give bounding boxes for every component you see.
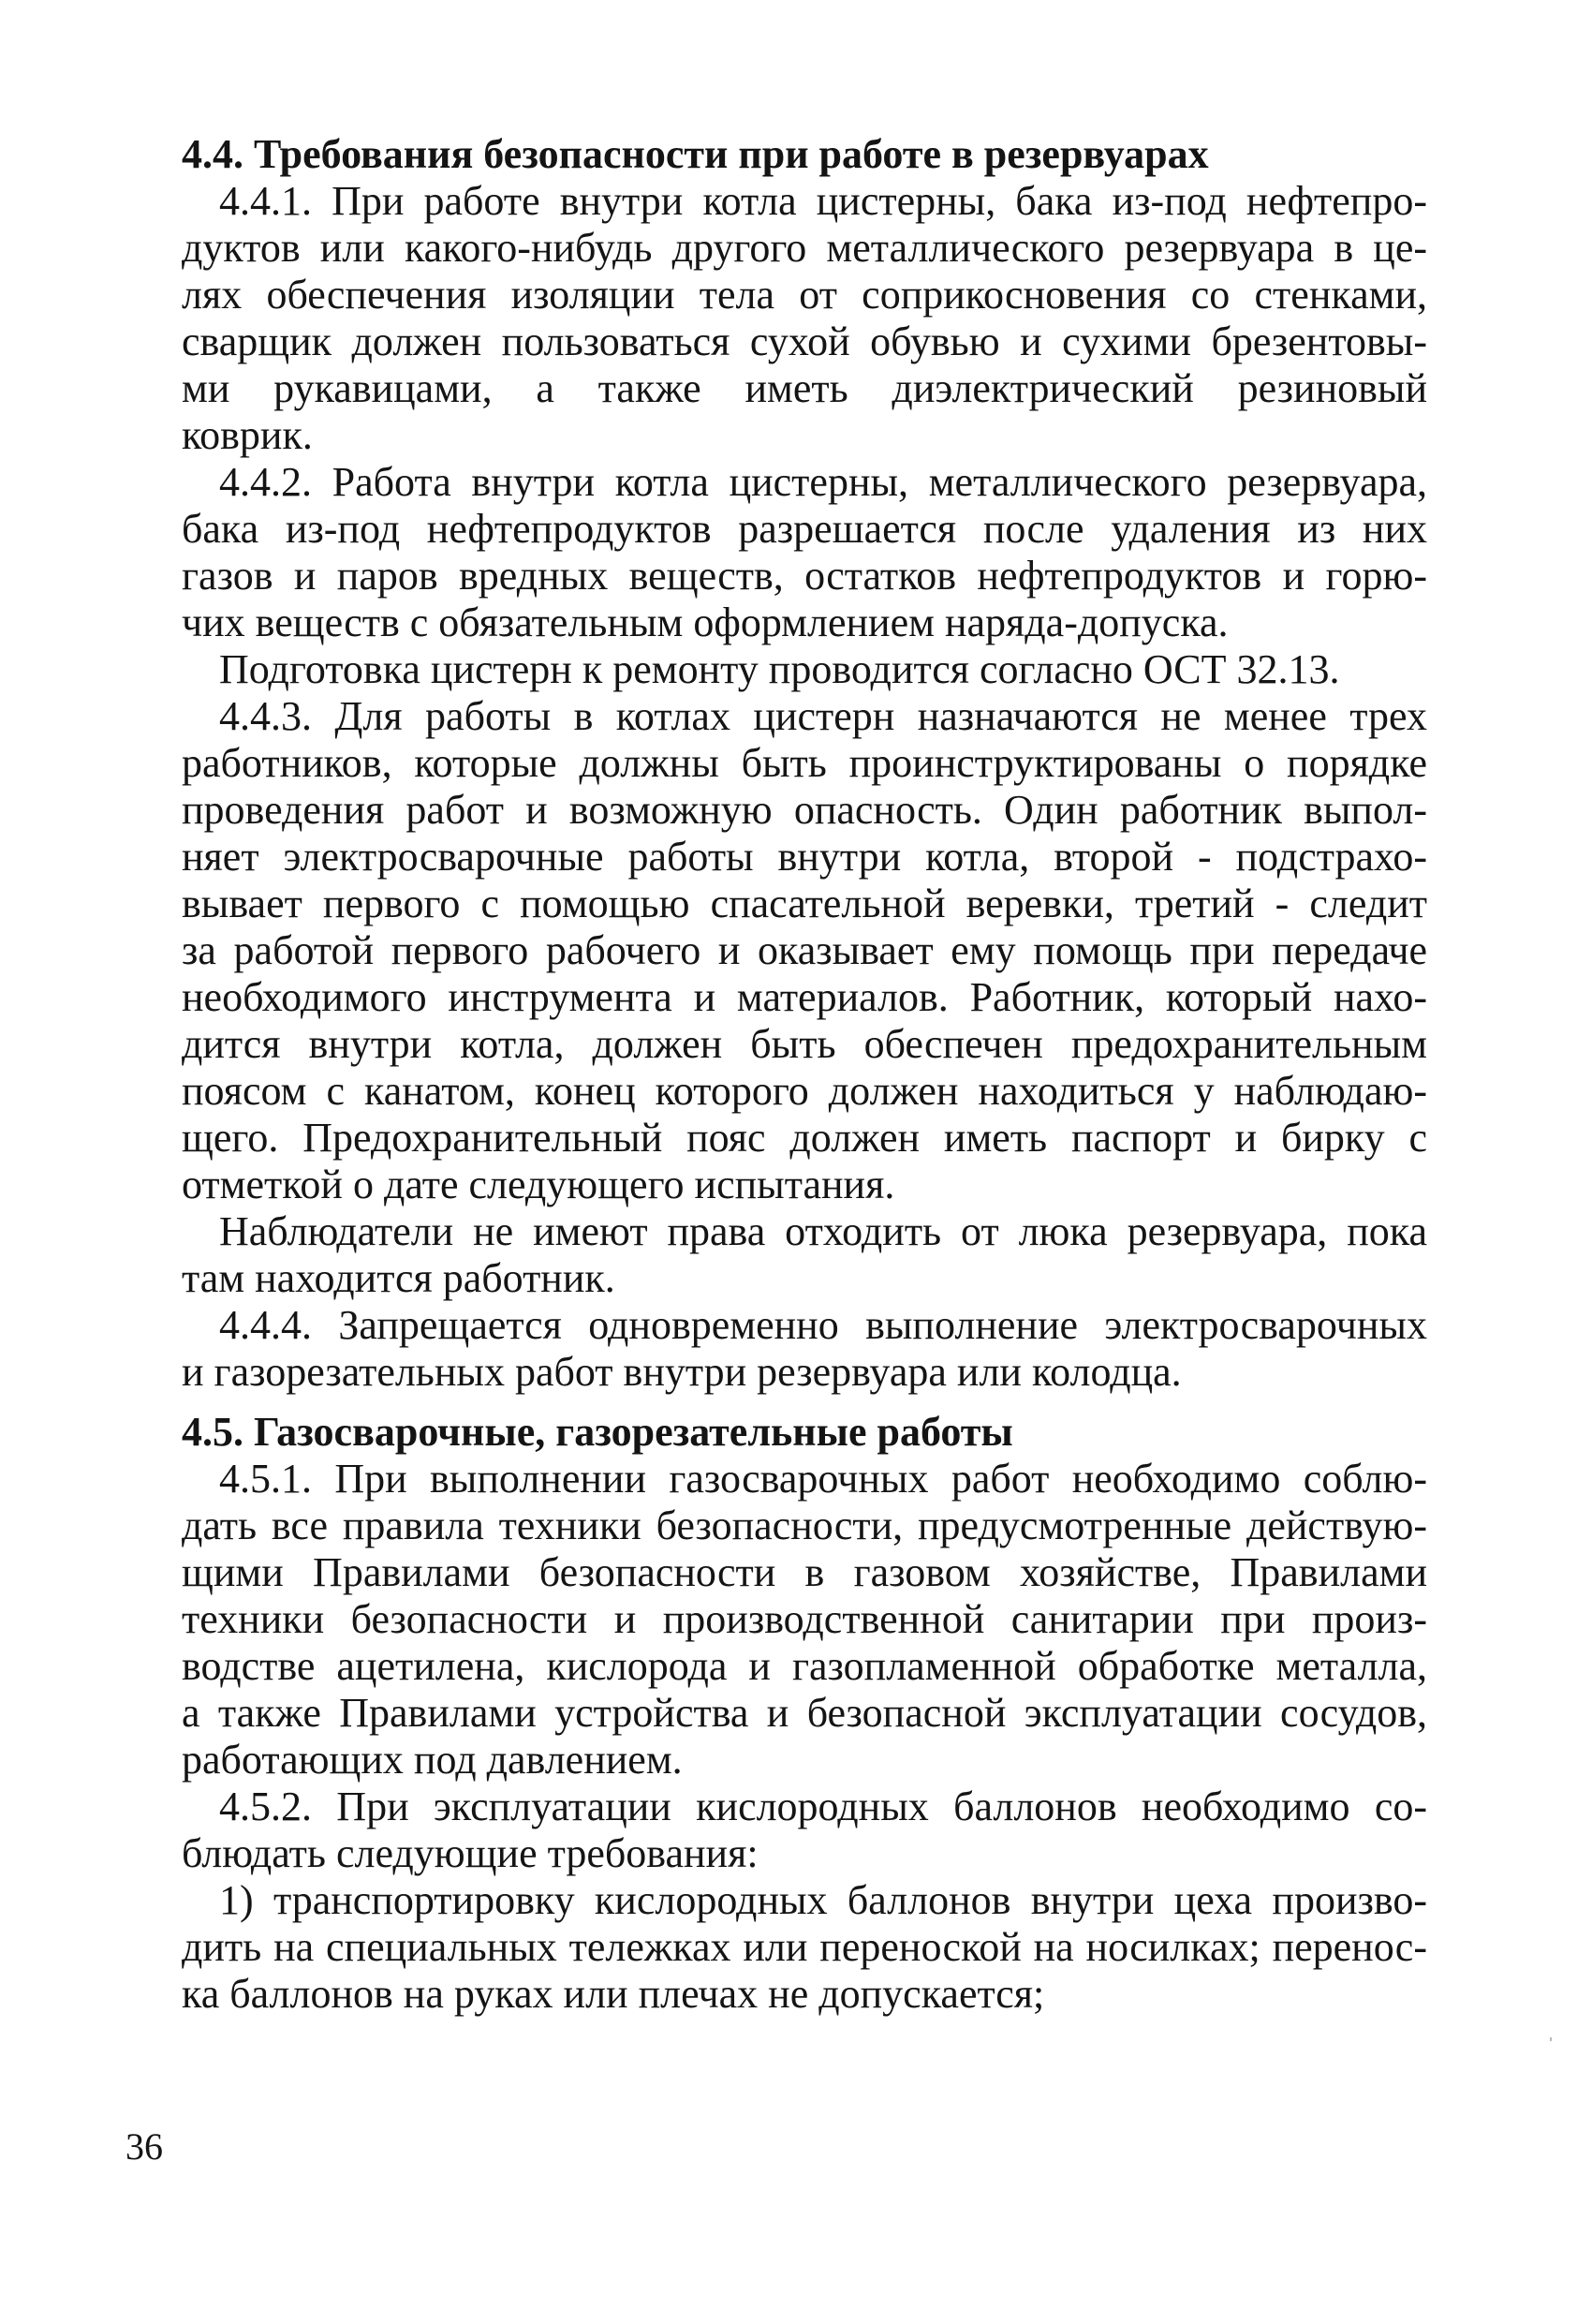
section-heading-4-5: 4.5. Газосварочные, газорезательные работы xyxy=(182,1409,1013,1455)
paragraph-4-4-3 xyxy=(182,693,1427,1208)
text-line: дать все правила техники безопасности, предусмотренные действую- xyxy=(182,1502,1427,1548)
text-line: чих веществ с обязательным оформлением наряда-допуска. xyxy=(182,600,1229,645)
text-line: няет электросварочные работы внутри котла, второй - подстрахо- xyxy=(182,834,1427,880)
text-line: техники безопасности и производственной санитарии при произ- xyxy=(182,1596,1427,1642)
text-line: лях обеспечения изоляции тела от соприкосновения со стенками, xyxy=(182,272,1427,318)
text-line: 4.4.2. Работа внутри котла цистерны, металлического резервуара, xyxy=(219,459,1427,505)
text-line: дить на специальных тележках или переноской на носилках; перенос- xyxy=(182,1924,1427,1970)
text-line: блюдать следующие требования: xyxy=(182,1830,759,1876)
text-line: отметкой о дате следующего испытания. xyxy=(182,1162,895,1207)
text-line: 4.4.3. Для работы в котлах цистерн назначаются не менее трех xyxy=(219,693,1427,739)
text-line: поясом с канатом, конец которого должен находиться у наблюдаю- xyxy=(182,1068,1427,1114)
paragraph-4-5-2-item-1 xyxy=(182,1877,1427,2018)
paragraph-4-5-2 xyxy=(182,1784,1427,1877)
text-line: дуктов или какого-нибудь другого металлического резервуара в це- xyxy=(182,225,1427,271)
text-line: 4.4.4. Запрещается одновременно выполнение электросварочных xyxy=(219,1302,1427,1348)
text-line: водстве ацетилена, кислорода и газопламенной обработке металла, xyxy=(182,1643,1427,1689)
text-line: там находится работник. xyxy=(182,1255,615,1301)
paragraph-4-5-1 xyxy=(182,1456,1427,1784)
text-line: проведения работ и возможную опасность. Один работник выпол- xyxy=(182,787,1427,833)
paragraph-observers xyxy=(182,1208,1427,1302)
text-line: ми рукавицами, а также иметь диэлектрический резиновый xyxy=(182,365,1427,411)
text-line: работников, которые должны быть проинструктированы о порядке xyxy=(182,740,1427,786)
text-line: 1) транспортировку кислородных баллонов внутри цеха произво- xyxy=(219,1877,1427,1923)
paragraph-4-4-4 xyxy=(182,1302,1427,1396)
text-line: вывает первого с помощью спасательной веревки, третий - следит xyxy=(182,881,1427,926)
document-page xyxy=(182,131,1427,2018)
text-line: Подготовка цистерн к ремонту проводится согласно ОСТ 32.13. xyxy=(219,646,1340,692)
text-line: за работой первого рабочего и оказывает ему помощь при передаче xyxy=(182,927,1427,973)
text-line: сварщик должен пользоваться сухой обувью и сухими брезентовы- xyxy=(182,318,1427,364)
text-line: работающих под давлением. xyxy=(182,1737,683,1783)
text-line: коврик. xyxy=(182,412,313,458)
text-line: 4.4.1. При работе внутри котла цистерны, бака из-под нефтепро- xyxy=(219,178,1427,224)
text-line: и газорезательных работ внутри резервуара или колодца. xyxy=(182,1349,1182,1395)
text-line: а также Правилами устройства и безопасной эксплуатации сосудов, xyxy=(182,1690,1427,1736)
page-number: 36 xyxy=(125,2125,163,2168)
text-line: дится внутри котла, должен быть обеспечен предохранительным xyxy=(182,1021,1427,1067)
text-line: щими Правилами безопасности в газовом хозяйстве, Правилами xyxy=(182,1549,1427,1595)
text-line: необходимого инструмента и материалов. Работник, который нахо- xyxy=(182,974,1427,1020)
section-heading-4-4: 4.4. Требования безопасности при работе в резервуарах xyxy=(182,131,1209,177)
text-line: ка баллонов на руках или плечах не допускается; xyxy=(182,1971,1045,2017)
scan-speck xyxy=(1550,2037,1552,2041)
paragraph-4-4-2 xyxy=(182,459,1427,646)
text-line: газов и паров вредных веществ, остатков нефтепродуктов и горю- xyxy=(182,553,1427,599)
text-line: щего. Предохранительный пояс должен иметь паспорт и бирку с xyxy=(182,1115,1427,1161)
paragraph-ost-reference xyxy=(182,646,1427,693)
text-line: бака из-под нефтепродуктов разрешается после удаления из них xyxy=(182,506,1427,552)
text-line: 4.5.1. При выполнении газосварочных работ необходимо соблю- xyxy=(219,1456,1427,1502)
paragraph-4-4-1 xyxy=(182,178,1427,459)
text-line: Наблюдатели не имеют права отходить от люка резервуара, пока xyxy=(219,1208,1427,1254)
text-line: 4.5.2. При эксплуатации кислородных баллонов необходимо со- xyxy=(219,1784,1427,1829)
